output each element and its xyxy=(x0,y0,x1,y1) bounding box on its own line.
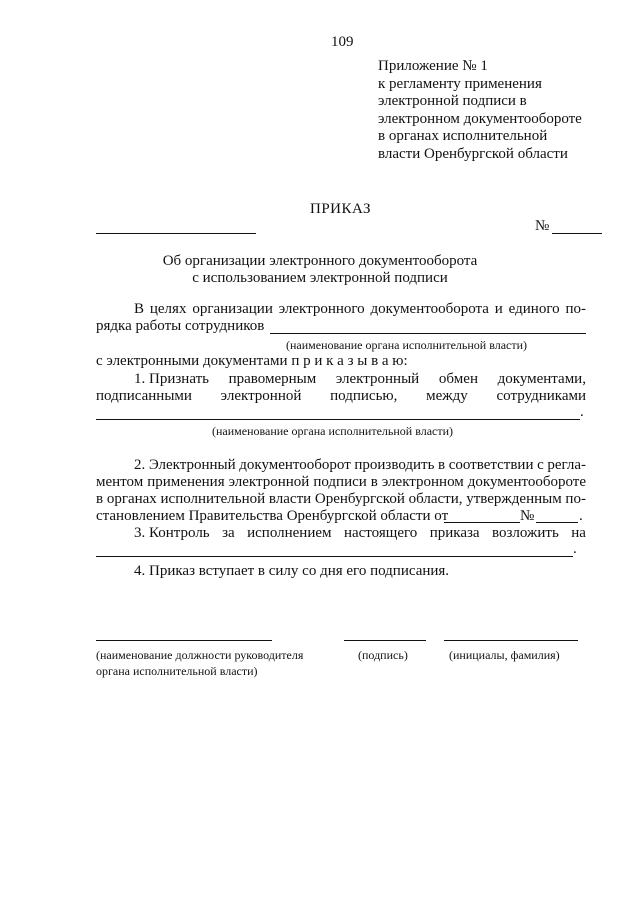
word: и xyxy=(494,301,503,317)
appendix-line: власти Оренбургской области xyxy=(378,145,568,162)
word: В xyxy=(134,301,145,317)
word: по- xyxy=(565,491,586,507)
item-2-line-4: становлением Правительства Оренбургской области от xyxy=(96,508,449,524)
word: подписью, xyxy=(330,388,398,404)
item-3-line-1 xyxy=(134,525,586,542)
word: организации xyxy=(192,301,273,317)
word: правомерным xyxy=(228,371,317,387)
word: исполнительной xyxy=(160,491,266,507)
preamble-line-1 xyxy=(134,301,586,318)
signature-blank-line xyxy=(344,640,426,641)
word: органах xyxy=(106,491,157,507)
item-2-line-2 xyxy=(96,474,586,491)
item-1-blank-line xyxy=(96,419,580,420)
word: между xyxy=(426,388,468,404)
word: Оренбургской xyxy=(314,491,405,507)
order-word: п р и к а з ы в а ю: xyxy=(291,353,408,369)
word: электронной xyxy=(220,388,302,404)
word: соответствии xyxy=(448,457,534,473)
number-blank-line xyxy=(552,233,602,234)
word: производить xyxy=(354,457,435,473)
position-hint-line-2: органа исполнительной власти) xyxy=(96,664,258,678)
word: по- xyxy=(565,301,586,317)
word: в xyxy=(438,457,446,473)
position-hint-line-1: (наименование должности руководителя xyxy=(96,648,304,662)
item-1-period: . xyxy=(580,404,584,420)
page-number: 109 xyxy=(331,34,354,50)
organ-blank-line xyxy=(270,333,586,334)
position-blank-line xyxy=(96,640,272,641)
word: настоящего xyxy=(343,525,418,541)
preamble-line-3 xyxy=(96,353,408,370)
item-1-organ-hint: (наименование органа исполнительной власти) xyxy=(212,424,454,438)
subject-line-1: Об организации электронного документооборота xyxy=(162,253,478,269)
word: 3. Контроль xyxy=(134,525,210,541)
date-blank-line xyxy=(96,233,256,234)
word: документооборота xyxy=(370,301,489,317)
word: документами, xyxy=(497,371,586,387)
word: в xyxy=(96,491,104,507)
appendix-block xyxy=(378,58,582,164)
word: Электронный xyxy=(148,457,236,473)
word: сотрудниками xyxy=(496,388,586,404)
word: приказа xyxy=(429,525,480,541)
word: подписи xyxy=(313,474,367,490)
appendix-line: в органах исполнительной xyxy=(378,128,548,145)
word: документообороте xyxy=(467,474,586,490)
preamble-text: с электронными документами xyxy=(96,353,292,369)
item-1-line-1 xyxy=(134,371,586,388)
signature-hint: (подпись) xyxy=(358,648,408,662)
appendix-line: электронной подписи в xyxy=(378,93,527,110)
item-2-period: . xyxy=(579,508,583,524)
word: в xyxy=(370,474,378,490)
item-4-line: 4. Приказ вступает в силу со дня его подписания. xyxy=(134,563,450,579)
word: подписанными xyxy=(96,388,192,404)
decree-number-label: № xyxy=(520,508,535,524)
word: применения xyxy=(147,474,225,490)
word: целях xyxy=(149,301,187,317)
decree-number-blank-line xyxy=(536,522,578,523)
word: электронного xyxy=(278,301,365,317)
word: утвержденным xyxy=(466,491,562,507)
word: 2. xyxy=(134,457,146,473)
name-hint: (инициалы, фамилия) xyxy=(449,648,560,662)
word: регла- xyxy=(547,457,586,473)
word: области, xyxy=(408,491,463,507)
word: на xyxy=(571,525,586,541)
word: власти xyxy=(268,491,312,507)
word: обмен xyxy=(438,371,478,387)
word: с xyxy=(537,457,544,473)
item-3-period: . xyxy=(573,541,577,557)
word: единого xyxy=(508,301,560,317)
preamble-line-2: рядка работы сотрудников xyxy=(96,318,265,334)
word: исполнением xyxy=(247,525,332,541)
word: электронной xyxy=(228,474,310,490)
appendix-line: к регламенту применения xyxy=(378,75,542,92)
document-title: ПРИКАЗ xyxy=(310,201,371,217)
decree-date-blank-line xyxy=(444,522,520,523)
word: 1. Признать xyxy=(134,371,209,387)
item-2-line-3 xyxy=(96,491,586,508)
organ-name-hint: (наименование органа исполнительной власти) xyxy=(286,338,528,352)
item-3-blank-line xyxy=(96,556,573,557)
item-2-line-1 xyxy=(134,457,586,474)
word: за xyxy=(222,525,235,541)
word: ментом xyxy=(96,474,144,490)
number-label: № xyxy=(535,218,550,234)
item-1-line-2 xyxy=(96,388,586,405)
word: возложить xyxy=(492,525,559,541)
appendix-line: электронном документообороте xyxy=(378,110,582,127)
subject-line-2: с использованием электронной подписи xyxy=(192,270,448,286)
appendix-line: Приложение № 1 xyxy=(378,58,488,74)
word: электронном xyxy=(381,474,464,490)
name-blank-line xyxy=(444,640,578,641)
word: документооборот xyxy=(239,457,351,473)
word: электронный xyxy=(335,371,420,387)
